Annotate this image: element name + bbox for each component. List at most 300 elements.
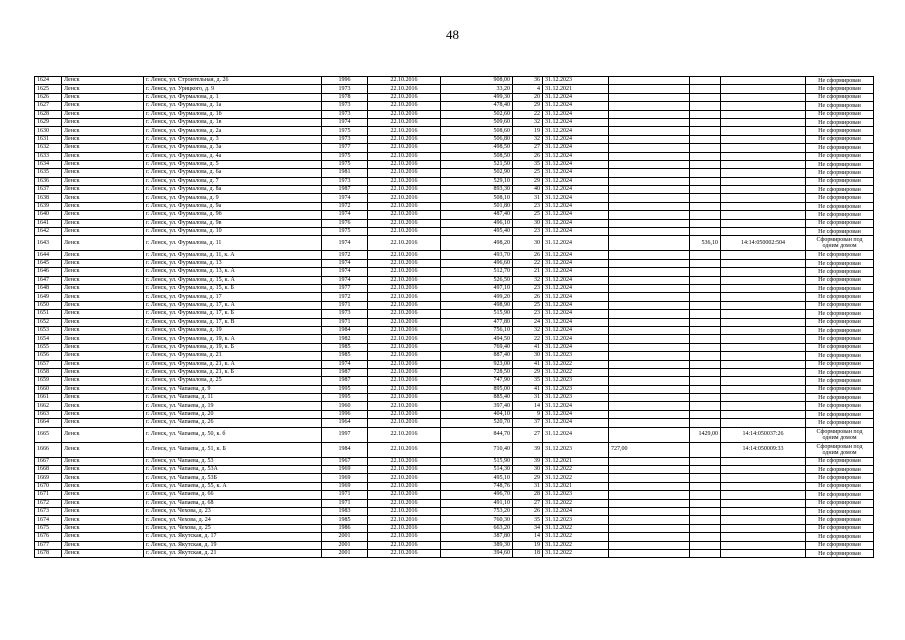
land-status-cell: Не сформирован: [806, 93, 874, 101]
address-cell: г. Ленск, ул. Фурмалова, д. 8а: [144, 186, 322, 194]
date-cell: 22.10.2016: [368, 549, 441, 557]
cadastral-number-cell: 14:14:050009:33: [721, 442, 806, 457]
settlement-cell: Ленск: [62, 516, 144, 524]
build-year-cell: 1985: [322, 516, 368, 524]
extra-area-cell: [609, 135, 690, 143]
land-area-cell: [690, 410, 721, 418]
area-cell: 515,90: [441, 310, 513, 318]
deadline-cell: 31.12.2021: [543, 457, 609, 465]
address-cell: г. Ленск, ул. Якутская, д. 21: [144, 549, 322, 557]
date-cell: 22.10.2016: [368, 310, 441, 318]
land-area-cell: [690, 549, 721, 557]
land-area-cell: [690, 482, 721, 490]
date-cell: 22.10.2016: [368, 160, 441, 168]
land-area-cell: [690, 352, 721, 360]
build-year-cell: 1995: [322, 385, 368, 393]
count-cell: 20: [513, 93, 543, 101]
deadline-cell: 31.12.2024: [543, 144, 609, 152]
table-row: [35, 284, 874, 292]
row-number-cell: 1672: [35, 499, 62, 507]
address-cell: г. Ленск, ул. Фурмалова, д. 15, к. Б: [144, 284, 322, 292]
row-number-cell: 1676: [35, 533, 62, 541]
land-status-cell: Не сформирован: [806, 466, 874, 474]
land-area-cell: [690, 135, 721, 143]
cadastral-number-cell: [721, 385, 806, 393]
land-area-cell: [690, 507, 721, 515]
deadline-cell: 31.12.2024: [543, 194, 609, 202]
extra-area-cell: [609, 259, 690, 267]
table-row: [35, 169, 874, 177]
table-row: [35, 524, 874, 532]
build-year-cell: 1971: [322, 318, 368, 326]
area-cell: 756,10: [441, 326, 513, 334]
land-area-cell: [690, 326, 721, 334]
settlement-cell: Ленск: [62, 144, 144, 152]
count-cell: 27: [513, 427, 543, 442]
build-year-cell: 1973: [322, 110, 368, 118]
row-number-cell: 1653: [35, 326, 62, 334]
cadastral-number-cell: [721, 318, 806, 326]
land-area-cell: [690, 160, 721, 168]
deadline-cell: 31.12.2024: [543, 177, 609, 185]
housing-registry-table: [34, 76, 874, 558]
settlement-cell: Ленск: [62, 251, 144, 259]
row-number-cell: 1634: [35, 160, 62, 168]
date-cell: 22.10.2016: [368, 524, 441, 532]
row-number-cell: 1637: [35, 186, 62, 194]
address-cell: г. Ленск, ул. Фурмалова, д. 17, к. Б: [144, 310, 322, 318]
land-status-cell: Не сформирован: [806, 228, 874, 236]
extra-area-cell: [609, 202, 690, 210]
date-cell: 22.10.2016: [368, 507, 441, 515]
land-area-cell: [690, 524, 721, 532]
build-year-cell: 1974: [322, 276, 368, 284]
count-cell: 31: [513, 194, 543, 202]
address-cell: г. Ленск, ул. Фурмалова, д. 17, к. В: [144, 318, 322, 326]
settlement-cell: Ленск: [62, 507, 144, 515]
land-status-cell: Не сформирован: [806, 177, 874, 185]
row-number-cell: 1655: [35, 343, 62, 351]
land-status-cell: Не сформирован: [806, 360, 874, 368]
cadastral-number-cell: [721, 177, 806, 185]
build-year-cell: 1974: [322, 194, 368, 202]
date-cell: 22.10.2016: [368, 343, 441, 351]
cadastral-number-cell: [721, 419, 806, 427]
cadastral-number-cell: [721, 284, 806, 292]
settlement-cell: Ленск: [62, 524, 144, 532]
table-row: [35, 177, 874, 185]
table-row: [35, 127, 874, 135]
count-cell: 25: [513, 169, 543, 177]
deadline-cell: 31.12.2022: [543, 524, 609, 532]
land-status-cell: Не сформирован: [806, 219, 874, 227]
settlement-cell: Ленск: [62, 177, 144, 185]
build-year-cell: 1975: [322, 160, 368, 168]
deadline-cell: 31.12.2024: [543, 110, 609, 118]
settlement-cell: Ленск: [62, 228, 144, 236]
cadastral-number-cell: [721, 160, 806, 168]
settlement-cell: Ленск: [62, 194, 144, 202]
count-cell: 27: [513, 499, 543, 507]
row-number-cell: 1645: [35, 259, 62, 267]
cadastral-number-cell: [721, 524, 806, 532]
table-row: [35, 219, 874, 227]
land-area-cell: [690, 541, 721, 549]
address-cell: г. Ленск, ул. Чапаева, д. 11: [144, 394, 322, 402]
extra-area-cell: [609, 385, 690, 393]
deadline-cell: 31.12.2024: [543, 268, 609, 276]
area-cell: 728,50: [441, 368, 513, 376]
address-cell: г. Ленск, ул. Фурмалова, д. 9а: [144, 202, 322, 210]
settlement-cell: Ленск: [62, 410, 144, 418]
area-cell: 893,30: [441, 186, 513, 194]
address-cell: г. Ленск, ул. Фурмалова, д. 19, к. А: [144, 335, 322, 343]
land-status-cell: Не сформирован: [806, 186, 874, 194]
cadastral-number-cell: [721, 360, 806, 368]
land-status-cell: Не сформирован: [806, 352, 874, 360]
deadline-cell: 31.12.2024: [543, 135, 609, 143]
extra-area-cell: [609, 152, 690, 160]
cadastral-number-cell: [721, 211, 806, 219]
area-cell: 512,70: [441, 268, 513, 276]
extra-area-cell: [609, 466, 690, 474]
date-cell: 22.10.2016: [368, 77, 441, 85]
deadline-cell: 31.12.2024: [543, 186, 609, 194]
build-year-cell: 1973: [322, 135, 368, 143]
count-cell: 31: [513, 482, 543, 490]
count-cell: 29: [513, 177, 543, 185]
area-cell: 509,60: [441, 118, 513, 126]
build-year-cell: 1967: [322, 457, 368, 465]
extra-area-cell: [609, 533, 690, 541]
area-cell: 747,90: [441, 377, 513, 385]
count-cell: 39: [513, 442, 543, 457]
address-cell: г. Ленск, ул. Фурмалова, д. 1а: [144, 102, 322, 110]
settlement-cell: Ленск: [62, 259, 144, 267]
extra-area-cell: [609, 102, 690, 110]
extra-area-cell: [609, 310, 690, 318]
land-area-cell: [690, 228, 721, 236]
count-cell: 25: [513, 211, 543, 219]
build-year-cell: 1975: [322, 152, 368, 160]
land-status-cell: Не сформирован: [806, 402, 874, 410]
settlement-cell: Ленск: [62, 491, 144, 499]
build-year-cell: 1974: [322, 360, 368, 368]
row-number-cell: 1646: [35, 268, 62, 276]
extra-area-cell: [609, 377, 690, 385]
settlement-cell: Ленск: [62, 135, 144, 143]
land-status-cell: Не сформирован: [806, 194, 874, 202]
land-status-cell: Не сформирован: [806, 549, 874, 557]
row-number-cell: 1652: [35, 318, 62, 326]
address-cell: г. Ленск, ул. Якутская, д. 17: [144, 533, 322, 541]
cadastral-number-cell: [721, 102, 806, 110]
build-year-cell: 1971: [322, 491, 368, 499]
date-cell: 22.10.2016: [368, 491, 441, 499]
settlement-cell: Ленск: [62, 284, 144, 292]
row-number-cell: 1675: [35, 524, 62, 532]
extra-area-cell: [609, 93, 690, 101]
land-status-cell: Не сформирован: [806, 268, 874, 276]
count-cell: 19: [513, 541, 543, 549]
table-row: [35, 211, 874, 219]
date-cell: 22.10.2016: [368, 102, 441, 110]
extra-area-cell: [609, 301, 690, 309]
settlement-cell: Ленск: [62, 377, 144, 385]
build-year-cell: 1974: [322, 259, 368, 267]
table-row: [35, 85, 874, 93]
count-cell: 30: [513, 352, 543, 360]
row-number-cell: 1635: [35, 169, 62, 177]
row-number-cell: 1654: [35, 335, 62, 343]
count-cell: 41: [513, 360, 543, 368]
extra-area-cell: [609, 276, 690, 284]
deadline-cell: 31.12.2022: [543, 541, 609, 549]
row-number-cell: 1647: [35, 276, 62, 284]
land-status-cell: Не сформирован: [806, 310, 874, 318]
count-cell: 41: [513, 343, 543, 351]
cadastral-number-cell: [721, 259, 806, 267]
date-cell: 22.10.2016: [368, 268, 441, 276]
table-row: [35, 259, 874, 267]
table-row: [35, 186, 874, 194]
build-year-cell: 1986: [322, 524, 368, 532]
cadastral-number-cell: [721, 293, 806, 301]
cadastral-number-cell: [721, 402, 806, 410]
area-cell: 495,10: [441, 474, 513, 482]
cadastral-number-cell: [721, 410, 806, 418]
area-cell: 514,30: [441, 466, 513, 474]
row-number-cell: 1663: [35, 410, 62, 418]
date-cell: 22.10.2016: [368, 293, 441, 301]
date-cell: 22.10.2016: [368, 186, 441, 194]
deadline-cell: 31.12.2023: [543, 516, 609, 524]
count-cell: 35: [513, 516, 543, 524]
land-area-cell: [690, 251, 721, 259]
land-area-cell: [690, 474, 721, 482]
land-status-cell: Не сформирован: [806, 259, 874, 267]
settlement-cell: Ленск: [62, 474, 144, 482]
table-row: [35, 533, 874, 541]
address-cell: г. Ленск, ул. Фурмалова, д. 4а: [144, 152, 322, 160]
land-status-cell: Не сформирован: [806, 499, 874, 507]
settlement-cell: Ленск: [62, 419, 144, 427]
land-area-cell: [690, 491, 721, 499]
land-area-cell: [690, 194, 721, 202]
extra-area-cell: [609, 284, 690, 292]
row-number-cell: 1660: [35, 385, 62, 393]
build-year-cell: 1973: [322, 85, 368, 93]
extra-area-cell: [609, 516, 690, 524]
land-area-cell: [690, 368, 721, 376]
land-area-cell: [690, 402, 721, 410]
land-status-cell: Не сформирован: [806, 144, 874, 152]
land-area-cell: [690, 202, 721, 210]
deadline-cell: 31.12.2021: [543, 482, 609, 490]
land-area-cell: [690, 284, 721, 292]
land-status-cell: Не сформирован: [806, 211, 874, 219]
address-cell: г. Ленск, ул. Чапаева, д. 19: [144, 402, 322, 410]
settlement-cell: Ленск: [62, 186, 144, 194]
extra-area-cell: [609, 144, 690, 152]
settlement-cell: Ленск: [62, 385, 144, 393]
land-area-cell: [690, 77, 721, 85]
land-area-cell: [690, 177, 721, 185]
address-cell: г. Ленск, ул. Чехова, д. 23: [144, 507, 322, 515]
cadastral-number-cell: [721, 77, 806, 85]
extra-area-cell: [609, 360, 690, 368]
row-number-cell: 1656: [35, 352, 62, 360]
table-row: [35, 457, 874, 465]
deadline-cell: 31.12.2024: [543, 236, 609, 251]
deadline-cell: 31.12.2024: [543, 310, 609, 318]
settlement-cell: Ленск: [62, 110, 144, 118]
area-cell: 844,70: [441, 427, 513, 442]
build-year-cell: 1983: [322, 507, 368, 515]
count-cell: 30: [513, 219, 543, 227]
row-number-cell: 1659: [35, 377, 62, 385]
build-year-cell: 1997: [322, 427, 368, 442]
settlement-cell: Ленск: [62, 326, 144, 334]
build-year-cell: 1987: [322, 377, 368, 385]
extra-area-cell: [609, 293, 690, 301]
cadastral-number-cell: [721, 127, 806, 135]
deadline-cell: 31.12.2022: [543, 549, 609, 557]
row-number-cell: 1631: [35, 135, 62, 143]
build-year-cell: 1987: [322, 368, 368, 376]
area-cell: 506,80: [441, 135, 513, 143]
land-area-cell: [690, 219, 721, 227]
count-cell: 29: [513, 368, 543, 376]
extra-area-cell: [609, 474, 690, 482]
build-year-cell: 1977: [322, 144, 368, 152]
land-area-cell: 536,10: [690, 236, 721, 251]
area-cell: 498,90: [441, 301, 513, 309]
settlement-cell: Ленск: [62, 293, 144, 301]
row-number-cell: 1678: [35, 549, 62, 557]
date-cell: 22.10.2016: [368, 118, 441, 126]
cadastral-number-cell: 14:14:050002:504: [721, 236, 806, 251]
land-area-cell: [690, 360, 721, 368]
land-status-cell: Сформирован под одним домом: [806, 236, 874, 251]
row-number-cell: 1668: [35, 466, 62, 474]
deadline-cell: 31.12.2024: [543, 276, 609, 284]
extra-area-cell: [609, 335, 690, 343]
extra-area-cell: [609, 343, 690, 351]
row-number-cell: 1667: [35, 457, 62, 465]
land-area-cell: [690, 144, 721, 152]
build-year-cell: 2001: [322, 549, 368, 557]
extra-area-cell: [609, 236, 690, 251]
settlement-cell: Ленск: [62, 211, 144, 219]
table-row: [35, 144, 874, 152]
land-status-cell: Не сформирован: [806, 377, 874, 385]
cadastral-number-cell: [721, 491, 806, 499]
row-number-cell: 1636: [35, 177, 62, 185]
extra-area-cell: [609, 410, 690, 418]
table-row: [35, 474, 874, 482]
table-row: [35, 301, 874, 309]
area-cell: 663,20: [441, 524, 513, 532]
count-cell: 21: [513, 268, 543, 276]
land-status-cell: Не сформирован: [806, 394, 874, 402]
land-status-cell: Не сформирован: [806, 482, 874, 490]
cadastral-number-cell: [721, 516, 806, 524]
deadline-cell: 31.12.2024: [543, 251, 609, 259]
land-area-cell: [690, 385, 721, 393]
row-number-cell: 1674: [35, 516, 62, 524]
build-year-cell: 2001: [322, 533, 368, 541]
address-cell: г. Ленск, ул. Фурмалова, д. 1в: [144, 118, 322, 126]
table-row: [35, 202, 874, 210]
land-area-cell: [690, 93, 721, 101]
settlement-cell: Ленск: [62, 152, 144, 160]
table-row: [35, 251, 874, 259]
deadline-cell: 31.12.2024: [543, 335, 609, 343]
extra-area-cell: [609, 169, 690, 177]
deadline-cell: 31.12.2022: [543, 474, 609, 482]
extra-area-cell: [609, 85, 690, 93]
row-number-cell: 1662: [35, 402, 62, 410]
land-area-cell: [690, 211, 721, 219]
land-status-cell: Не сформирован: [806, 419, 874, 427]
table-row: [35, 268, 874, 276]
land-status-cell: Не сформирован: [806, 410, 874, 418]
settlement-cell: Ленск: [62, 549, 144, 557]
settlement-cell: Ленск: [62, 85, 144, 93]
extra-area-cell: [609, 499, 690, 507]
extra-area-cell: [609, 194, 690, 202]
count-cell: 26: [513, 152, 543, 160]
build-year-cell: 1972: [322, 202, 368, 210]
row-number-cell: 1673: [35, 507, 62, 515]
settlement-cell: Ленск: [62, 236, 144, 251]
deadline-cell: 31.12.2024: [543, 318, 609, 326]
land-area-cell: [690, 457, 721, 465]
table-row: [35, 152, 874, 160]
deadline-cell: 31.12.2023: [543, 491, 609, 499]
settlement-cell: Ленск: [62, 541, 144, 549]
land-status-cell: Не сформирован: [806, 335, 874, 343]
build-year-cell: 1984: [322, 326, 368, 334]
table-row: [35, 135, 874, 143]
date-cell: 22.10.2016: [368, 352, 441, 360]
cadastral-number-cell: [721, 474, 806, 482]
row-number-cell: 1649: [35, 293, 62, 301]
build-year-cell: 1974: [322, 236, 368, 251]
row-number-cell: 1651: [35, 310, 62, 318]
date-cell: 22.10.2016: [368, 318, 441, 326]
land-area-cell: [690, 516, 721, 524]
row-number-cell: 1632: [35, 144, 62, 152]
land-area-cell: [690, 102, 721, 110]
build-year-cell: 1982: [322, 335, 368, 343]
extra-area-cell: 727,00: [609, 442, 690, 457]
address-cell: г. Ленск, ул. Фурмалова, д. 13, к. А: [144, 268, 322, 276]
address-cell: г. Ленск, ул. Чапаева, д. 53А: [144, 466, 322, 474]
area-cell: 753,20: [441, 507, 513, 515]
row-number-cell: 1670: [35, 482, 62, 490]
date-cell: 22.10.2016: [368, 360, 441, 368]
table-row: [35, 507, 874, 515]
land-area-cell: 1429,00: [690, 427, 721, 442]
count-cell: 22: [513, 335, 543, 343]
cadastral-number-cell: [721, 118, 806, 126]
address-cell: г. Ленск, ул. Фурмалова, д. 19: [144, 326, 322, 334]
cadastral-number-cell: [721, 466, 806, 474]
settlement-cell: Ленск: [62, 93, 144, 101]
address-cell: г. Ленск, ул. Фурмалова, д. 17: [144, 293, 322, 301]
